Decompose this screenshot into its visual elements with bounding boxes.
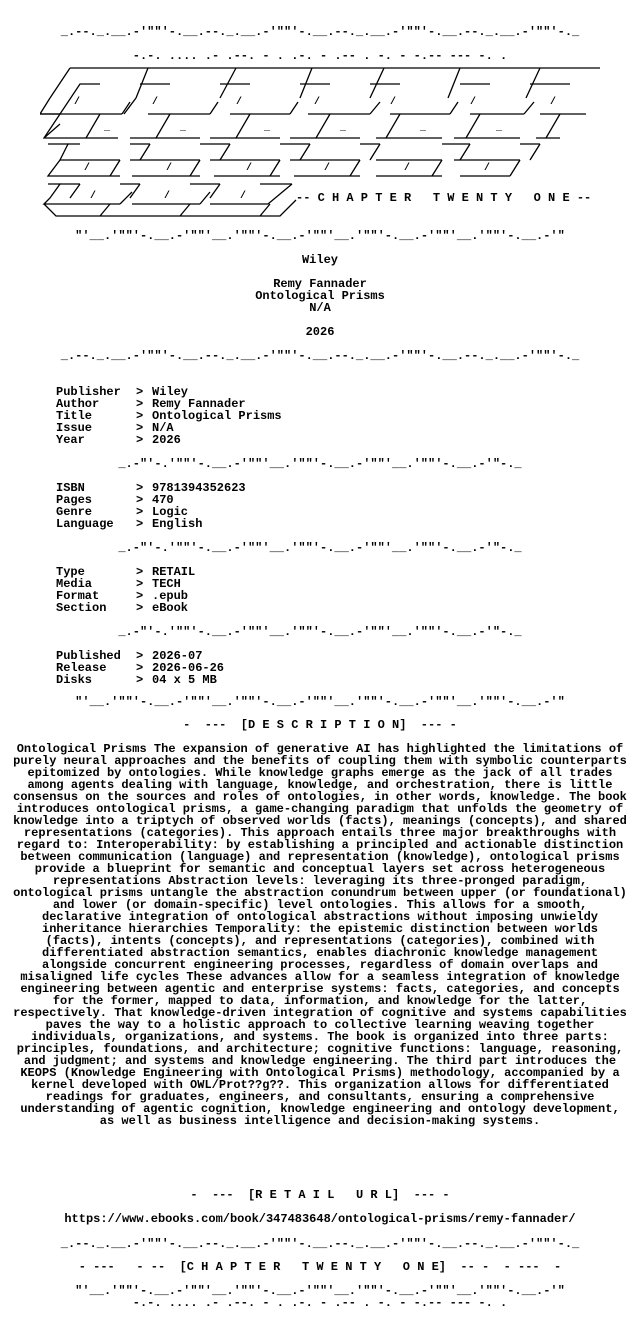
field-label: Published bbox=[56, 649, 121, 663]
header-publisher: Wiley bbox=[301, 254, 338, 266]
field-separator: > bbox=[136, 565, 144, 579]
svg-text:/: / bbox=[550, 97, 557, 108]
svg-text:/: / bbox=[152, 97, 159, 108]
field-separator: > bbox=[136, 517, 144, 531]
info-disks bbox=[56, 674, 217, 686]
field-value: 2026 bbox=[152, 433, 181, 447]
footer-dots-line: -.-. .... .- .--. - . .-. - .-- . -. - -.-- --- -. . bbox=[132, 1297, 508, 1309]
sub-divider: _.-"'-.'""'-.__.-'""'__.'""'-.__.-'""'__.'""'-.__.-'"-._ bbox=[118, 542, 522, 554]
field-label: Section bbox=[56, 601, 107, 615]
field-label: Format bbox=[56, 589, 100, 603]
field-label: Language bbox=[56, 517, 114, 531]
svg-text:/: / bbox=[240, 191, 247, 202]
field-label: Disks bbox=[56, 673, 93, 687]
field-label: Genre bbox=[56, 505, 93, 519]
svg-text:/: / bbox=[390, 97, 397, 108]
field-separator: > bbox=[136, 385, 144, 399]
field-separator: > bbox=[136, 505, 144, 519]
svg-text:_: _ bbox=[264, 123, 271, 134]
field-separator: > bbox=[136, 649, 144, 663]
field-value: TECH bbox=[152, 577, 181, 591]
field-value: 470 bbox=[152, 493, 174, 507]
field-separator: > bbox=[136, 421, 144, 435]
header-author: Remy Fannader bbox=[273, 278, 367, 290]
field-separator: > bbox=[136, 661, 144, 675]
dots-line: -.-. .... .- .--. - . .-. - .-- . -. - -.-- --- -. . bbox=[132, 50, 508, 62]
field-separator: > bbox=[136, 397, 144, 411]
field-label: Publisher bbox=[56, 385, 121, 399]
svg-text:/: / bbox=[164, 191, 171, 202]
field-label: Issue bbox=[56, 421, 93, 435]
field-value: 2026-06-26 bbox=[152, 661, 225, 675]
top-border: _.--._.__.-'""'-.__.--._.__.-'""'-.__.--._.__.-'""'-.__.--._.__.-'""'-._ bbox=[60, 26, 580, 38]
field-label: Media bbox=[56, 577, 93, 591]
field-label: Pages bbox=[56, 493, 93, 507]
retail-heading: - --- [R E T A I L U R L] --- - bbox=[190, 1189, 450, 1201]
field-value: RETAIL bbox=[152, 565, 196, 579]
svg-text:/: / bbox=[236, 97, 243, 108]
field-separator: > bbox=[136, 481, 144, 495]
svg-text:_: _ bbox=[104, 123, 111, 134]
field-label: Type bbox=[56, 565, 85, 579]
info-year bbox=[56, 434, 181, 446]
field-separator: > bbox=[136, 673, 144, 687]
description-text: Ontological Prisms The expansion of generative AI has highlighted the limitations of purely neural approaches and the benefits of coupling them with symbolic counterparts epitomized by ontologies. While knowledge graphs emerge as the jack of all trades among agents dealing with language, knowledge, and orchestration, there is little consensus on the sources and roles of ontologies, in other words, knowledge. The book introduces ontological prisms, a game-changing paradigm that unfolds the geometry of knowledge into a triptych of observed worlds (facts), meanings (concepts), and shared representations (categories). This approach entails three major breakthroughs with regard to: Interoperability: by establishing a principled and actionable distinction between communication (language) and representation (knowledge), ontological prisms provide a blueprint for semantic and conceptual layers set across heterogeneous representations Abstraction levels: leveraging its three-pronged paradigm, ontological prisms untangle the abstraction conundrum between upper (or foundational) and lower (or domain-specific) level ontologies. This allows for a smooth, declarative integration of ontological abstractions without imposing unwieldy inheritance hierarchies Temporality: the epistemic distinction between worlds (facts), intents (concepts), and representations (categories), combined with differentiated abstraction semantics, enables diachronic knowledge management alongside concurrent engineering processes, regardless of domain overlaps and misaligned life cycles These advances allow for a seamless integration of knowledge engineering between agentic and enterprise systems: facts, categories, and concepts for the former, mapped to data, information, and knowledge for the latter, respectively. That knowledge-driven integration of cognitive and systems capabilities paves the way to a holistic approach to collective learning weaving together individuals, organizations, and systems. The book is organized into three parts: principles, foundations, and architecture; cognitive functions: language, reasoning, and judgment; and systems and knowledge engineering. The third part introduces the KEOPS (Knowledge Engineering with Ontological Prisms) methodology, accompanied by a kernel developed with OWL/Prot??g??. This organization allows for differentiated readings for graduates, engineers, and consultants, ensuring a comprehensive understanding of agentic cognition, knowledge engineering and ontology development, as well as business intelligence and decision-making systems. bbox=[13, 742, 627, 1128]
svg-text:/: / bbox=[90, 191, 97, 202]
field-separator: > bbox=[136, 409, 144, 423]
field-value: English bbox=[152, 517, 203, 531]
field-value: Wiley bbox=[152, 385, 189, 399]
border-divider: _.--._.__.-'""'-.__.--._.__.-'""'-.__.--._.__.-'""'-.__.--._.__.-'""'-._ bbox=[60, 350, 580, 362]
field-value: 9781394352623 bbox=[152, 481, 246, 495]
header-issue: N/A bbox=[309, 302, 331, 314]
field-label: Release bbox=[56, 661, 107, 675]
field-separator: > bbox=[136, 589, 144, 603]
svg-text:_: _ bbox=[340, 123, 347, 134]
svg-text:/: / bbox=[84, 163, 91, 174]
svg-text:/: / bbox=[314, 97, 321, 108]
field-label: Title bbox=[56, 409, 93, 423]
field-value: Ontological Prisms bbox=[152, 409, 282, 423]
field-separator: > bbox=[136, 433, 144, 447]
field-label: Author bbox=[56, 397, 100, 411]
svg-text:/: / bbox=[74, 97, 81, 108]
field-label: Year bbox=[56, 433, 85, 447]
field-separator: > bbox=[136, 577, 144, 591]
bottom-border: "'__.'""'-.__.-'""'__.'""'-.__.-'""'__.'""'-.__.-'""'__.'""'-.__.-'" bbox=[75, 696, 565, 708]
field-value: Remy Fannader bbox=[152, 397, 246, 411]
field-value: .epub bbox=[152, 589, 189, 603]
svg-text:/: / bbox=[484, 163, 491, 174]
bottom-border: "'__.'""'-.__.-'""'__.'""'-.__.-'""'__.'""'-.__.-'""'__.'""'-.__.-'" bbox=[75, 230, 565, 242]
description-heading: - --- [D E S C R I P T I O N] --- - bbox=[183, 719, 457, 731]
footer-chapter-banner: - --- - -- [C H A P T E R T W E N T Y O N E] -- - - --- - bbox=[78, 1261, 562, 1273]
info-language bbox=[56, 518, 202, 530]
svg-text:/: / bbox=[324, 163, 331, 174]
field-value: N/A bbox=[152, 421, 174, 435]
chapter-banner: -- C H A P T E R T W E N T Y O N E -- bbox=[296, 191, 592, 205]
header-year: 2026 bbox=[305, 326, 335, 338]
svg-text:/: / bbox=[470, 97, 477, 108]
footer-bottom-border: "'__.'""'-.__.-'""'__.'""'-.__.-'""'__.'""'-.__.-'""'__.'""'-.__.-'" bbox=[75, 1285, 565, 1297]
svg-text:/: / bbox=[166, 163, 173, 174]
svg-text:_: _ bbox=[496, 123, 503, 134]
sub-divider: _.-"'-.'""'-.__.-'""'__.'""'-.__.-'""'__.'""'-.__.-'"-._ bbox=[118, 626, 522, 638]
footer-border: _.--._.__.-'""'-.__.--._.__.-'""'-.__.--._.__.-'""'-.__.--._.__.-'""'-._ bbox=[60, 1238, 580, 1250]
field-value: eBook bbox=[152, 601, 189, 615]
field-value: Logic bbox=[152, 505, 189, 519]
svg-text:_: _ bbox=[180, 123, 187, 134]
field-value: 04 x 5 MB bbox=[152, 673, 217, 687]
sub-divider: _.-"'-.'""'-.__.-'""'__.'""'-.__.-'""'__.'""'-.__.-'"-._ bbox=[118, 458, 522, 470]
retail-url[interactable]: https://www.ebooks.com/book/347483648/ontological-prisms/remy-fannader/ bbox=[64, 1213, 576, 1225]
field-label: ISBN bbox=[56, 481, 85, 495]
info-section bbox=[56, 602, 188, 614]
svg-text:/: / bbox=[404, 163, 411, 174]
svg-text:/: / bbox=[246, 163, 253, 174]
field-value: 2026-07 bbox=[152, 649, 203, 663]
field-separator: > bbox=[136, 601, 144, 615]
svg-text:_: _ bbox=[420, 123, 427, 134]
header-title: Ontological Prisms bbox=[255, 290, 385, 302]
field-separator: > bbox=[136, 493, 144, 507]
